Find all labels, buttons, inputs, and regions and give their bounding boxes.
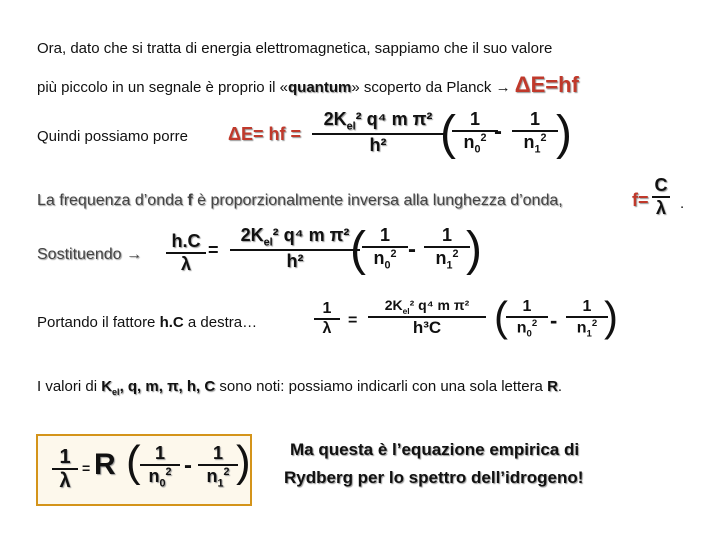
step3-main-fraction: [368, 298, 486, 338]
step3-lambda: λ: [322, 319, 332, 337]
step3-denominator: h³C: [412, 318, 442, 338]
step1-frac-n1: [512, 110, 558, 156]
step2-n1: $n_1^2$: [435, 247, 459, 272]
step3-frac-n1: [566, 298, 608, 339]
step1-n0: $n_0^2$: [463, 131, 487, 156]
step2-label: [37, 246, 142, 264]
step1-numerator: $2K_{el}^2$ q⁴ m π²: [312, 110, 444, 135]
frequency-c-over-lambda: [652, 176, 670, 218]
known-dot: .: [557, 378, 563, 395]
step1-close-paren: ): [556, 107, 572, 160]
step2-minus: -: [408, 236, 416, 263]
step3-close-paren: ): [604, 293, 618, 340]
step1-open-paren: (: [440, 107, 456, 160]
frequency-f: f: [187, 192, 193, 209]
known-vars: $K_{el}$, q, m, π, h, C: [101, 378, 216, 397]
step2-numerator: $2K_{el}^2$ q⁴ m π²: [230, 226, 360, 251]
step2-close-paren: ): [466, 223, 482, 276]
step1-one-b: 1: [512, 110, 558, 132]
step1-label: Quindi possiamo porre: [37, 128, 188, 145]
step3-one-a: 1: [506, 298, 548, 318]
step2-lambda: λ: [180, 253, 191, 274]
frequency-c: C: [652, 176, 670, 198]
step2-frac-n1: [424, 226, 470, 272]
rydberg-one-a: 1: [140, 444, 180, 466]
rydberg-one-b: 1: [198, 444, 238, 466]
intro-line-2: [37, 72, 579, 98]
step3-one: 1: [314, 300, 340, 320]
known-text-b: sono noti: possiamo indicarli con una sola lettera: [215, 378, 548, 395]
rydberg-r: R: [94, 448, 116, 481]
known-text-a: I valori di: [37, 378, 102, 395]
step3-frac-n0: [506, 298, 548, 339]
step2-one-b: 1: [424, 226, 470, 248]
step2-hc-over-lambda: [166, 232, 206, 274]
conclusion-line-1: Ma questa è l’equazione empirica di: [290, 440, 580, 459]
step3-open-paren: (: [494, 293, 508, 340]
step2-one-a: 1: [362, 226, 408, 248]
intro-line-2-a: più piccolo in un segnale è proprio il «: [37, 79, 288, 96]
frequency-text-b: è proporzionalmente inversa alla lunghezza d’onda,: [192, 192, 563, 209]
step3-n1: $n_1^2$: [576, 317, 598, 340]
arrow-icon: →: [495, 79, 515, 96]
step3-numerator: $2K_{el}^2$ q⁴ m π²: [368, 298, 486, 318]
known-values-sentence: [37, 378, 562, 397]
step2-denominator: h²: [286, 251, 304, 272]
step3-label-a: Portando il fattore: [37, 314, 160, 331]
intro-line-1: Ora, dato che si tratta di energia elettromagnetica, sappiamo che il suo valore: [37, 40, 553, 57]
rydberg-open-paren: (: [126, 437, 141, 486]
frequency-f-eq: f=: [632, 190, 649, 210]
frequency-sentence: [37, 192, 563, 210]
step2-equals: =: [208, 240, 219, 260]
step3-label-b: a destra…: [183, 314, 258, 331]
step2-hc: h.C: [166, 232, 206, 254]
step1-n1: $n_1^2$: [523, 131, 547, 156]
frequency-lambda: λ: [655, 197, 666, 218]
step2-frac-n0: [362, 226, 408, 272]
step3-n0: $n_0^2$: [516, 317, 538, 340]
step3-equals: =: [348, 312, 358, 329]
quantum-word: quantum: [288, 79, 352, 96]
step1-one-a: 1: [452, 110, 498, 132]
conclusion-line-2: Rydberg per lo spettro dell’idrogeno!: [284, 468, 584, 487]
rydberg-minus: -: [184, 452, 192, 479]
step2-n0: $n_0^2$: [373, 247, 397, 272]
rydberg-close-paren: ): [236, 437, 251, 486]
step1-lhs: ΔE= hf =: [228, 124, 301, 144]
rydberg-equals: =: [82, 460, 91, 476]
step3-one-b: 1: [566, 298, 608, 318]
rydberg-frac-n0: [140, 444, 180, 490]
rydberg-one-over-lambda: [52, 446, 78, 493]
arrow-icon: →: [125, 246, 142, 263]
rydberg-frac-n1: [198, 444, 238, 490]
frequency-text-a: La frequenza d’onda: [37, 192, 188, 209]
step3-minus: -: [550, 308, 558, 333]
step1-main-fraction: [312, 110, 444, 156]
step2-main-fraction: [230, 226, 360, 272]
delta-e-formula: ΔE=hf: [514, 72, 579, 97]
frequency-dot: .: [680, 195, 685, 212]
step3-label-hc: h.C: [159, 314, 184, 331]
intro-line-2-b: » scoperto da Planck: [351, 79, 496, 96]
step1-frac-n0: [452, 110, 498, 156]
step3-label: [37, 314, 257, 331]
known-r: R: [547, 378, 558, 395]
step2-label-text: Sostituendo: [37, 246, 126, 263]
rydberg-lambda: λ: [59, 470, 71, 492]
step3-one-over-lambda: [314, 300, 340, 338]
rydberg-n0: $n_0^2$: [148, 465, 172, 490]
rydberg-n1: $n_1^2$: [206, 465, 230, 490]
step2-open-paren: (: [350, 223, 366, 276]
rydberg-one: 1: [52, 446, 78, 470]
step1-denominator: h²: [369, 135, 387, 156]
step1-minus: -: [494, 118, 502, 145]
